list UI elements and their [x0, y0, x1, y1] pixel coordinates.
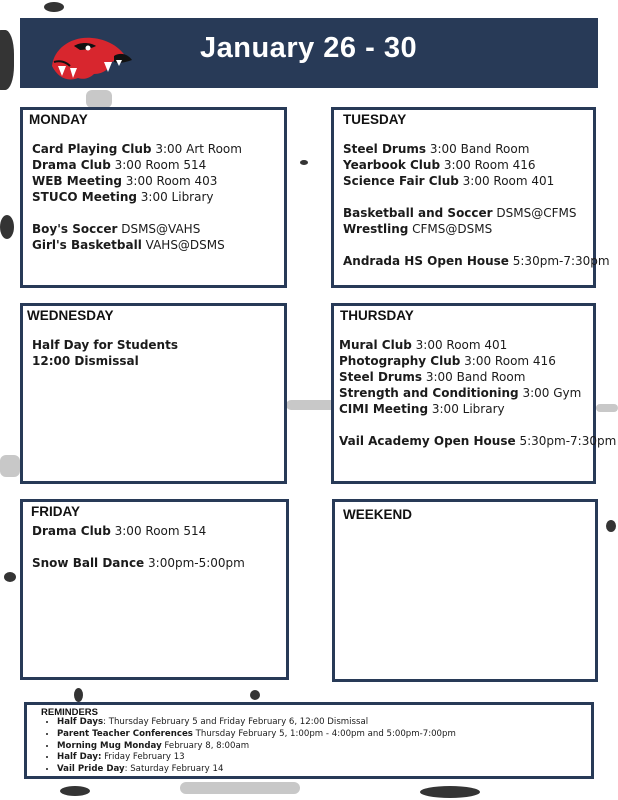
- day-name: FRIDAY: [31, 504, 81, 519]
- event-detail: 3:00 Library: [428, 402, 505, 416]
- reminder-label: Morning Mug Monday: [57, 740, 162, 751]
- reminder-detail: : Thursday February 5 and Friday February 6, 12:00 Dismissal: [103, 717, 369, 727]
- event-line: [32, 157, 280, 173]
- event-detail: CFMS@DSMS: [408, 222, 493, 236]
- event-name: Drama Club: [32, 158, 111, 172]
- event-detail: 3:00 Gym: [518, 386, 582, 400]
- day-box-friday: [20, 499, 289, 680]
- event-line: [32, 539, 282, 555]
- event-detail: 3:00 Library: [136, 190, 214, 204]
- day-name: WEEKEND: [343, 507, 413, 522]
- reminder-item: [57, 752, 456, 764]
- panther-mascot-icon: [44, 26, 134, 84]
- splatter-decoration: [4, 572, 16, 582]
- day-name: MONDAY: [29, 112, 88, 127]
- event-line: [343, 189, 589, 205]
- reminder-label: Parent Teacher Conferences: [57, 728, 193, 739]
- event-line: [343, 157, 589, 173]
- splatter-decoration: [300, 160, 308, 165]
- day-box-tuesday: [331, 107, 610, 288]
- event-name: Mural Club: [339, 338, 412, 352]
- event-name: Yearbook Club: [343, 158, 441, 172]
- grunge-streak: [596, 404, 618, 412]
- event-line: [343, 253, 610, 269]
- event-line: [32, 353, 280, 369]
- day-name: TUESDAY: [343, 112, 407, 127]
- day-box-weekend: [332, 499, 598, 682]
- event-detail: 3:00 Room 416: [440, 158, 536, 172]
- event-detail: 3:00pm-5:00pm: [144, 556, 245, 570]
- event-name: Photography Club: [339, 354, 461, 368]
- event-detail: 3:00 Band Room: [422, 370, 526, 384]
- day-name: THURSDAY: [340, 308, 414, 323]
- event-detail: 3:00 Room 401: [458, 174, 555, 188]
- reminder-item: [57, 764, 456, 776]
- event-name: Card Playing Club: [32, 142, 152, 156]
- event-line: [339, 353, 589, 369]
- grunge-streak: [286, 400, 336, 410]
- splatter-decoration: [0, 30, 14, 90]
- event-name: Andrada HS Open House: [343, 254, 509, 268]
- reminder-item: [57, 717, 456, 729]
- splatter-decoration: [606, 520, 616, 532]
- event-line: [339, 385, 589, 401]
- event-detail: 5:30pm-7:30pm: [515, 434, 617, 448]
- event-name: Steel Drums: [339, 370, 423, 384]
- splatter-decoration: [44, 2, 64, 12]
- event-list: [32, 523, 282, 571]
- splatter-decoration: [60, 786, 90, 796]
- event-detail: VAHS@DSMS: [141, 238, 225, 252]
- event-name: Science Fair Club: [343, 174, 459, 188]
- event-name: Half Day for Students: [32, 338, 178, 352]
- event-line: [32, 237, 280, 253]
- event-line: [339, 417, 589, 433]
- event-list: [32, 141, 280, 253]
- splatter-decoration: [420, 786, 480, 798]
- grunge-streak: [180, 782, 300, 794]
- event-line: [32, 205, 280, 221]
- event-name: Basketball and Soccer: [343, 206, 493, 220]
- header-banner: [20, 18, 598, 88]
- event-list: [343, 141, 610, 269]
- event-line: [343, 205, 589, 221]
- reminder-label: Half Days: [57, 717, 104, 727]
- reminders-box: [24, 702, 594, 779]
- event-line: [339, 433, 617, 449]
- reminder-label: Vail Pride Day: [57, 764, 125, 775]
- event-name: Snow Ball Dance: [32, 556, 145, 570]
- event-detail: 3:00 Room 514: [110, 524, 207, 538]
- splatter-decoration: [74, 688, 83, 702]
- event-detail: 3:00 Room 514: [110, 158, 207, 172]
- event-line: [32, 173, 280, 189]
- event-name: Drama Club: [32, 524, 111, 538]
- event-line: [32, 189, 280, 205]
- event-line: [339, 369, 589, 385]
- event-name: Steel Drums: [343, 142, 427, 156]
- day-box-wednesday: [20, 303, 287, 484]
- reminder-detail: Thursday February 5, 1:00pm - 4:00pm and 5:00pm-7:00pm: [192, 728, 456, 739]
- event-detail: 3:00 Art Room: [151, 142, 242, 156]
- splatter-decoration: [0, 215, 14, 239]
- event-line: [32, 555, 282, 571]
- event-line: [343, 221, 589, 237]
- event-line: [32, 141, 280, 157]
- reminders-title: REMINDERS: [41, 707, 99, 718]
- event-detail: DSMS@VAHS: [117, 222, 201, 236]
- event-name: Vail Academy Open House: [339, 434, 516, 448]
- event-detail: 5:30pm-7:30pm: [508, 254, 610, 268]
- event-line: [339, 401, 589, 417]
- reminder-detail: February 8, 8:00am: [161, 740, 250, 751]
- reminder-item: [57, 741, 456, 753]
- event-list: [32, 337, 280, 369]
- reminder-label: Half Day:: [57, 752, 102, 763]
- event-name: Girl's Basketball: [32, 238, 142, 252]
- event-detail: 3:00 Room 403: [121, 174, 218, 188]
- event-list: [339, 337, 617, 449]
- page-title: January 26 - 30: [200, 32, 418, 64]
- event-name: Strength and Conditioning: [339, 386, 519, 400]
- event-name: CIMI Meeting: [339, 402, 429, 416]
- event-line: [343, 173, 589, 189]
- reminder-item: [57, 729, 456, 741]
- event-name: WEB Meeting: [32, 174, 122, 188]
- grunge-streak: [86, 90, 112, 108]
- event-line: [32, 523, 282, 539]
- reminders-list: [41, 717, 456, 776]
- event-line: [343, 237, 589, 253]
- event-name: Wrestling: [343, 222, 409, 236]
- event-detail: 3:00 Band Room: [426, 142, 530, 156]
- event-line: [32, 337, 280, 353]
- reminder-detail: : Saturday February 14: [124, 764, 224, 775]
- day-box-thursday: [331, 303, 617, 484]
- event-line: [339, 337, 589, 353]
- day-name: WEDNESDAY: [27, 308, 114, 323]
- event-line: [32, 221, 280, 237]
- event-name: STUCO Meeting: [32, 190, 137, 204]
- event-name: Boy's Soccer: [32, 222, 118, 236]
- event-detail: 3:00 Room 416: [460, 354, 556, 368]
- grunge-streak: [0, 455, 20, 477]
- event-detail: DSMS@CFMS: [492, 206, 577, 220]
- day-box-monday: [20, 107, 287, 288]
- event-name: 12:00 Dismissal: [32, 354, 139, 368]
- splatter-decoration: [250, 690, 260, 700]
- event-line: [343, 141, 589, 157]
- reminder-detail: Friday February 13: [101, 752, 185, 763]
- event-detail: 3:00 Room 401: [411, 338, 508, 352]
